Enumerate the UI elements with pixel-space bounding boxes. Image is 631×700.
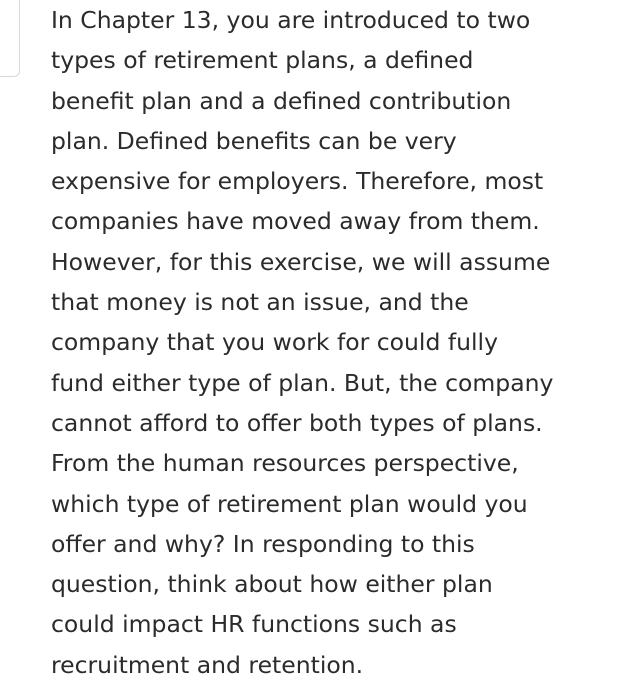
left-card-edge	[0, 0, 20, 77]
question-line: expensive for employers. Therefore, most	[51, 167, 544, 196]
question-line: offer and why? In responding to this	[51, 529, 475, 558]
question-line: In Chapter 13, you are introduced to two	[51, 6, 531, 34]
question-line: plan. Defined benefits can be very	[51, 126, 457, 155]
question-line: fund either type of plan. But, the company	[51, 368, 554, 397]
question-line: which type of retirement plan would you	[51, 489, 528, 518]
question-line: question, think about how either plan	[51, 570, 493, 599]
question-line: However, for this exercise, we will assume	[51, 247, 551, 276]
question-line: could impact HR functions such as	[51, 610, 457, 639]
question-line: From the human resources perspective,	[51, 449, 519, 478]
question-line: types of retirement plans, a defined	[51, 46, 474, 75]
question-line: companies have moved away from them.	[51, 207, 540, 236]
question-line: that money is not an issue, and the	[51, 288, 469, 317]
question-line: cannot afford to offer both types of plans.	[51, 408, 543, 437]
question-line: benefit plan and a defined contribution	[51, 86, 512, 115]
question-line: company that you work for could fully	[51, 328, 498, 357]
question-text-block	[51, 0, 626, 685]
question-line: recruitment and retention.	[51, 650, 364, 679]
